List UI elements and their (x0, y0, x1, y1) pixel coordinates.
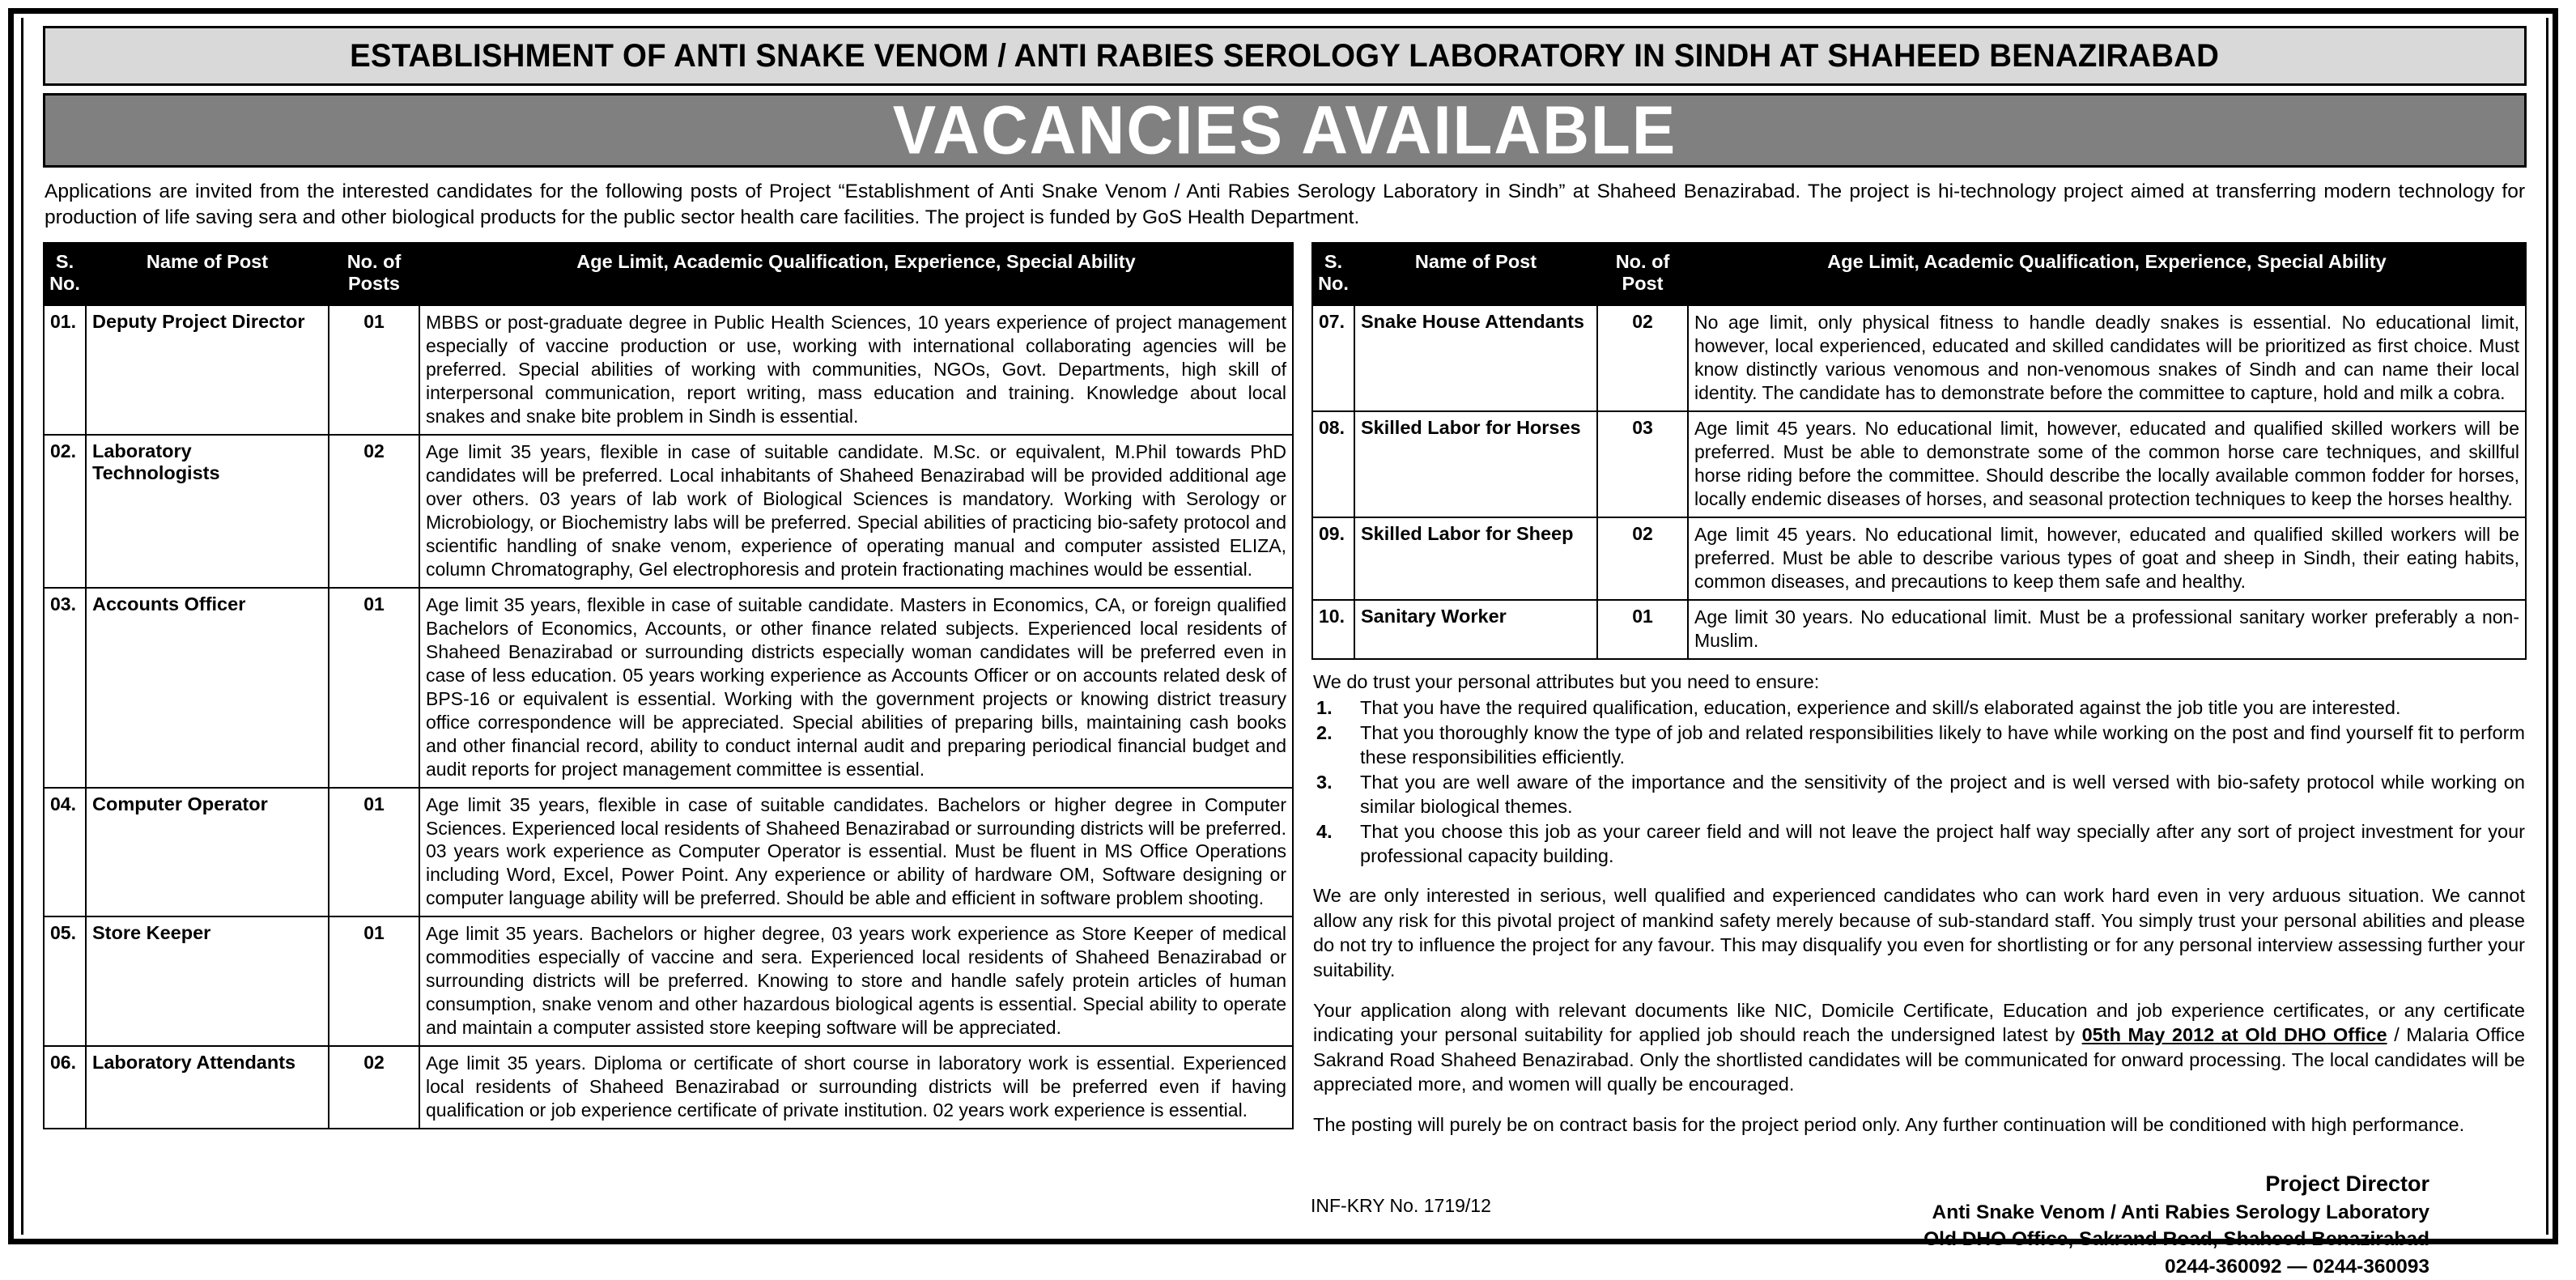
cell-name-of-post: Computer Operator (86, 788, 329, 917)
cell-requirements: Age limit 30 years. No educational limit. Must be a professional sanitary worker preferably a non-Muslim. (1688, 600, 2526, 659)
posts-table-right (1311, 242, 2527, 660)
cell-requirements: Age limit 35 years, flexible in case of suitable candidates. Bachelors or higher degree in Computer Sciences. Experienced local residents of Shaheed Benazirabad or surrounding districts will be preferred. 03 years work experience as Computer Operator is essential. Must be fluent in MS Office Operations including Word, Excel, Power Point. Any experience or ability of hardware OM, Software designing or computer language ability will be preferred. Should be able and efficient in software problem shooting. (419, 788, 1293, 917)
cell-serial-no: 07. (1312, 305, 1354, 411)
cell-requirements: Age limit 35 years, flexible in case of suitable candidate. M.Sc. or equivalent, M.Phil towards PhD candidates will be preferred. Local inhabitants of Shaheed Benazirabad will be provided additional age over others. 03 years of lab work of Biological Sciences is mandatory. Working with Serology or Microbiology, or Biochemistry labs will be preferred. Special abilities of practicing bio-safety protocol and scientific handling of snake venom, experience of operating manual and computer assisted ELIZA, column Chromatography, Gel electrophoresis and protein fractionating machines would be essential. (419, 435, 1293, 588)
signature-address: Old DHO Office, Sakrand Road, Shaheed Benazirabad (1923, 1228, 2429, 1251)
table-row (1312, 517, 2526, 600)
right-column (1311, 242, 2527, 1280)
application-deadline: 05th May 2012 at Old DHO Office (2081, 1024, 2387, 1046)
table-row (1312, 411, 2526, 517)
advertisement-page (8, 8, 2558, 1278)
cell-serial-no: 06. (44, 1046, 86, 1129)
cell-name-of-post: Sanitary Worker (1354, 600, 1597, 659)
header-name-of-post: Name of Post (86, 243, 329, 305)
banner-title: VACANCIES AVAILABLE (892, 91, 1677, 168)
ensure-list (1313, 695, 2525, 869)
ensure-list-item: That you have the required qualification, education, experience and skill/s elaborated against the job title you are interested. (1360, 696, 2401, 718)
posts-table-left (43, 242, 1294, 1129)
cell-requirements: MBBS or post-graduate degree in Public Health Sciences, 10 years experience of project management especially of vaccine production or use, working with international collaborating agencies will be preferred. Special abilities of working with communities, NGOs, Govt. Departments, high skill of interpersonal communication, report writing, mass education and training. Knowledge about local snakes and snake bite problem in Sindh is essential. (419, 305, 1293, 435)
table-row (44, 305, 1293, 435)
cell-serial-no: 05. (44, 916, 86, 1046)
ensure-list-item: That you are well aware of the importance and the sensitivity of the project and is well versed with bio-safety protocol while working on similar biological themes. (1360, 772, 2525, 818)
signature-phone: 0244-360092 — 0244-360093 (2165, 1255, 2429, 1278)
table-row (44, 1046, 1293, 1129)
table-row (44, 435, 1293, 588)
cell-name-of-post: Deputy Project Director (86, 305, 329, 435)
cell-requirements: Age limit 45 years. No educational limit, however, educated and qualified skilled workers will be preferred. Must be able to demonstrate some of the common horse care techniques, and skillful horse riding before the committee. Should describe the locally available common fodder for horses, locally endemic diseases of horses, and seasonal protection techniques to keep the horses healthy. (1688, 411, 2526, 517)
cell-requirements: Age limit 35 years. Diploma or certificate of short course in laboratory work is essential. Experienced local residents of Shaheed Benazirabad or surrounding districts will be preferred even if having qualification or job experience certificate of private institution. 02 years work experience is essential. (419, 1046, 1293, 1129)
cell-no-of-posts: 01 (1597, 600, 1688, 659)
cell-requirements: Age limit 35 years. Bachelors or higher degree, 03 years work experience as Store Keeper of medical commodities especially of vaccine and sera. Experienced local residents of Shaheed Benazirabad or surrounding districts will be preferred. Knowing to store and handle safely protein articles of human consumption, snake venom and other hazardous biological agents is essential. Special ability to operate and maintain a computer assisted store keeping software will be appreciated. (419, 916, 1293, 1046)
cell-no-of-posts: 03 (1597, 411, 1688, 517)
vacancies-banner (43, 93, 2527, 168)
ensure-list-item: That you thoroughly know the type of job and related responsibilities likely to have while working on the post and find yourself fit to perform these responsibilities efficiently. (1360, 721, 2525, 768)
cell-name-of-post: Skilled Labor for Horses (1354, 411, 1597, 517)
header-no-of-posts: No. of Posts (329, 243, 419, 305)
cell-name-of-post: Accounts Officer (86, 588, 329, 788)
cell-no-of-posts: 01 (329, 305, 419, 435)
cell-name-of-post: Laboratory Technologists (86, 435, 329, 588)
left-column (43, 242, 1294, 1129)
cell-no-of-posts: 01 (329, 916, 419, 1046)
cell-serial-no: 09. (1312, 517, 1354, 600)
inf-reference-number: INF-KRY No. 1719/12 (1311, 1195, 1491, 1216)
posts-table-left-body (44, 305, 1293, 1129)
header-requirements: Age Limit, Academic Qualification, Experience, Special Ability (1688, 243, 2526, 305)
header-requirements: Age Limit, Academic Qualification, Experience, Special Ability (419, 243, 1293, 305)
paragraph-serious-candidates: We are only interested in serious, well qualified and experienced candidates who can work hard even in very arduous situation. We cannot allow any risk for this pivotal project of mankind safety merely because of sub-standard staff. You simply trust your personal abilities and please do not try to influence the project for any favour. This may disqualify you even for shortlisting or for any personal interview assessing further your suitability. (1313, 885, 2525, 980)
cell-serial-no: 08. (1312, 411, 1354, 517)
table-row (1312, 305, 2526, 411)
header-serial-no: S. No. (1312, 243, 1354, 305)
table-row (44, 588, 1293, 788)
ensure-list-item: That you choose this job as your career field and will not leave the project half way specially after any sort of project investment for your professional capacity building. (1360, 821, 2525, 867)
page-inner-border (21, 18, 2548, 1278)
page-title: ESTABLISHMENT OF ANTI SNAKE VENOM / ANTI RABIES SEROLOGY LABORATORY IN SINDH AT SHAHEED BENAZIRABAD (350, 37, 2220, 74)
table-row (44, 916, 1293, 1046)
paragraph-contract-basis: The posting will purely be on contract basis for the project period only. Any further continuation will be conditioned with high performance. (1313, 1113, 2465, 1135)
apply-text-part1: Your application along with relevant documents like NIC, Domicile Certificate, Education and job experience certificates, or any certificate indicating your personal suitability for applied job should reach the undersigned latest by (1313, 999, 2525, 1046)
cell-no-of-posts: 02 (1597, 305, 1688, 411)
ensure-lead-text: We do trust your personal attributes but you need to ensure: (1313, 670, 1820, 692)
signature-title: Project Director (2265, 1172, 2429, 1197)
cell-name-of-post: Snake House Attendants (1354, 305, 1597, 411)
posts-table-right-body (1312, 305, 2526, 659)
table-header-row (44, 243, 1293, 305)
cell-no-of-posts: 02 (329, 435, 419, 588)
cell-name-of-post: Skilled Labor for Sheep (1354, 517, 1597, 600)
headline-title-bar (43, 26, 2527, 86)
cell-requirements: Age limit 45 years. No educational limit, however, educated and qualified skilled workers will be preferred. Must be able to describe various types of goat and sheep in Sindh, their eating habits, common diseases, and precautions to keep them safe and healthy. (1688, 517, 2526, 600)
cell-serial-no: 01. (44, 305, 86, 435)
paragraph-how-to-apply (1313, 998, 2525, 1097)
cell-no-of-posts: 02 (1597, 517, 1688, 600)
header-no-of-post: No. of Post (1597, 243, 1688, 305)
apply-text-part2: / Malaria Office Sakrand Road Shaheed Benazirabad. Only the shortlisted candidates will be communicated for onward processing. The local candidates will be appreciated more, and women will qually be encouraged. (1313, 1024, 2526, 1095)
table-row (44, 788, 1293, 917)
body-columns (43, 242, 2527, 1280)
table-row (1312, 600, 2526, 659)
cell-serial-no: 02. (44, 435, 86, 588)
header-serial-no: S. No. (44, 243, 86, 305)
cell-requirements: Age limit 35 years, flexible in case of suitable candidate. Masters in Economics, CA, or foreign qualified Bachelors of Economics, Accounts, or other finance related subjects. Experienced local residents of Shaheed Benazirabad or surrounding districts especially woman candidates will be preferred even in case of less education. 05 years working experience as Accounts Officer or on accounts related desk of BPS-16 or equivalent is essential. Working with the government projects or knowing district treasury office correspondence will be appreciated. Special abilities of preparing bills, maintaining cash books and other financial record, ability to conduct internal audit and preparing periodical financial budget and audit reports for project management committee is essential. (419, 588, 1293, 788)
cell-no-of-posts: 02 (329, 1046, 419, 1129)
signature-block (1311, 1169, 2527, 1280)
cell-serial-no: 03. (44, 588, 86, 788)
cell-no-of-posts: 01 (329, 788, 419, 917)
cell-serial-no: 10. (1312, 600, 1354, 659)
cell-no-of-posts: 01 (329, 588, 419, 788)
table-header-row (1312, 243, 2526, 305)
signature-organization: Anti Snake Venom / Anti Rabies Serology Laboratory (1932, 1201, 2429, 1223)
header-name-of-post: Name of Post (1354, 243, 1597, 305)
cell-name-of-post: Store Keeper (86, 916, 329, 1046)
cell-name-of-post: Laboratory Attendants (86, 1046, 329, 1129)
intro-paragraph: Applications are invited from the interested candidates for the following posts of Project “Establishment of Anti Snake Venom / Anti Rabies Serology Laboratory in Sindh” at Shaheed Benazirabad. The project is hi-technology project aimed at transferring modern technology for production of life saving sera and other biological products for the public sector health care facilities. The project is funded by GoS Health Department. (45, 181, 2525, 228)
cell-serial-no: 04. (44, 788, 86, 917)
cell-requirements: No age limit, only physical fitness to handle deadly snakes is essential. No educational limit, however, local experienced, educated and skilled candidates will be prioritized as first choice. Must know distinctly various venomous and non-venomous snakes of Sindh and can name their local identity. The candidate has to demonstrate before the committee to capture, hold and milk a cobra. (1688, 305, 2526, 411)
